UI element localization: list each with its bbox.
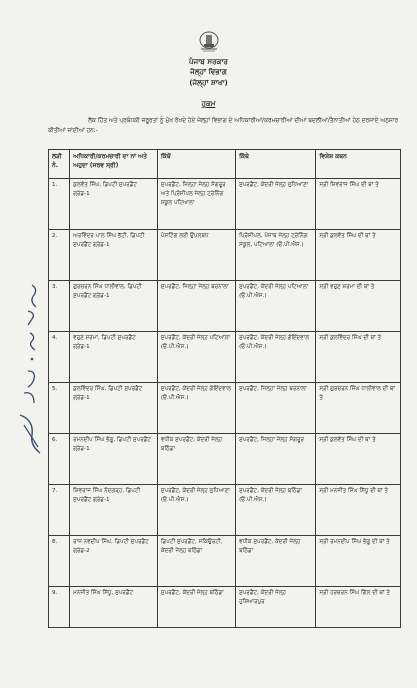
cell-remarks: ਸ੍ਰੀ ਵਰੁਣ ਸ਼ਰਮਾ ਦੀ ਥਾਂ ਤੇ (316, 281, 401, 332)
cell-from: ਸੁਪਰਡੈਂਟ, ਕੇਂਦਰੀ ਜੇਲ੍ਹ ਬਠਿੰਡਾ (157, 587, 235, 628)
cell-to: ਵਧੀਕ ਸੁਪਰਡੈਂਟ, ਕੇਂਦਰੀ ਜੇਲ੍ਹ ਬਠਿੰਡਾ (236, 536, 316, 587)
cell-name: ਵਰੁਣ ਸ਼ਰਮਾ, ਡਿਪਟੀ ਸੁਪਰਡੈਂਟ ਗ੍ਰੇਡ-1 (70, 332, 158, 383)
cell-name: ਅਰਵਿੰਦਰ ਪਾਲ ਸਿੰਘ ਭੱਟੀ, ਡਿਪਟੀ ਸੁਪਰਡੈਂਟ ਗ੍ਰੇਡ-1 (70, 230, 158, 281)
government-heading: ਪੰਜਾਬ ਸਰਕਾਰ (188, 57, 229, 66)
cell-from: ਪੋਸਟਿੰਗ ਲਈ ਉਪਲਬਧ (157, 230, 235, 281)
table-row (49, 536, 401, 587)
cell-to: ਪ੍ਰਿੰਸੀਪਲ, ਪੰਜਾਬ ਜੇਲ੍ਹ ਟ੍ਰੇਨਿੰਗ ਸਕੂਲ, ਪਟਿਆਲਾ (ਓ.ਪੀ.ਐਸ.) (236, 230, 316, 281)
header-name: ਅਧਿਕਾਰੀ/ਕਰਮਚਾਰੀ ਦਾ ਨਾਂ ਅਤੇ ਅਹੁਦਾ (ਸਰਵ ਸ੍ਰੀ) (70, 150, 158, 179)
table-row (49, 485, 401, 536)
cell-sr: 8. (49, 536, 70, 587)
cell-from: ਸੁਪਰਡੈਂਟ, ਜਿਲ੍ਹਾ ਜੇਲ੍ਹ ਸੰਗਰੂਰ ਅਤੇ ਪ੍ਰਿੰਸੀਪਲ ਜੇਲ੍ਹ ਟ੍ਰੇਨਿੰਗ ਸਕੂਲ ਪਟਿਆਲਾ (157, 179, 235, 230)
department-heading: ਜੇਲ੍ਹਾਂ ਵਿਭਾਗ (190, 67, 227, 76)
table-row (49, 281, 401, 332)
cell-from: ਵਧੀਕ ਸੁਪਰਡੈਂਟ, ਕੇਂਦਰੀ ਜੇਲ੍ਹ ਬਠਿੰਡਾ (157, 434, 235, 485)
cell-remarks: ਸ੍ਰੀ ਸ਼ਿਵਰਾਜ ਸਿੰਘ ਦੀ ਥਾਂ ਤੇ (316, 179, 401, 230)
cell-from: ਸੁਪਰਡੈਂਟ, ਕੇਂਦਰੀ ਜੇਲ੍ਹ ਗੋਇੰਦਵਾਲ (ਓ.ਪੀ.ਐਸ.) (157, 383, 235, 434)
cell-remarks: ਸ੍ਰੀ ਕੁਲਵੰਤ ਸਿੰਘ ਦੀ ਥਾਂ ਤੇ (316, 230, 401, 281)
cell-remarks: ਸ੍ਰੀ ਰਮਨਦੀਪ ਸਿੰਘ ਭੰਗੂ ਦੀ ਥਾਂ ਤੇ (316, 536, 401, 587)
cell-to: ਸੁਪਰਡੈਂਟ, ਕੇਂਦਰੀ ਜੇਲ੍ਹ ਲੁਧਿਆਣਾ (236, 179, 316, 230)
cell-from: ਸੁਪਰਡੈਂਟ, ਕੇਂਦਰੀ ਜੇਲ੍ਹ ਪਟਿਆਲਾ (ਓ.ਪੀ.ਐਸ.) (157, 332, 235, 383)
cell-from: ਡਿਪਟੀ ਸੁਪਰਡੈਂਟ, ਸਕਿਉਰਟੀ, ਕੇਂਦਰੀ ਜੇਲ੍ਹ ਬਠਿੰਡਾ (157, 536, 235, 587)
table-row (49, 332, 401, 383)
order-intro: ਲੋਕ ਹਿੱਤ ਅਤੇ ਪ੍ਰਬੰਧਕੀ ਜ਼ਰੂਰਤਾਂ ਨੂੰ ਮੁੱਖ ਰੱਖਦੇ ਹੋਏ ਜੇਲ੍ਹਾਂ ਵਿਭਾਗ ਦੇ ਅਧਿਕਾਰੀਆਂ/ਕਰਮਚਾਰੀਆਂ ਦੀਆਂ ਬਦਲੀਆਂ/ਤੈਨਾਤੀਆਂ ਹੇਠ ਦਰਸਾਏ ਅਨੁਸਾਰ ਕੀਤੀਆਂ ਜਾਂਦੀਆਂ ਹਨ:- (48, 118, 398, 134)
order-title: ਹੁਕਮ (201, 100, 216, 108)
cell-to: ਸੁਪਰਡੈਂਟ, ਕੇਂਦਰੀ ਜੇਲ੍ਹ ਬਠਿੰਡਾ (ਓ.ਪੀ.ਐਸ.) (236, 485, 316, 536)
cell-name: ਮਨਜੀਤ ਸਿੰਘ ਸਿੱਧੂ, ਸੁਪਰਡੈਂਟ (70, 587, 158, 628)
header-to: ਕਿੱਥੇ (236, 150, 316, 179)
table-header-row (49, 150, 401, 179)
header-sr: ਲੜੀ ਨੰ. (49, 150, 70, 179)
table-row (49, 179, 401, 230)
cell-to: ਸੁਪਰਡੈਂਟ, ਕੇਂਦਰੀ ਜੇਲ੍ਹ ਹੁਸ਼ਿਆਰਪੁਰ (236, 587, 316, 628)
cell-remarks: ਸ੍ਰੀ ਹਰਚਰਨ ਸਿੰਘ ਗਿੱਲ ਦੀ ਥਾਂ ਤੇ (316, 587, 401, 628)
header-from: ਕਿੱਥੋਂ (157, 150, 235, 179)
header-remarks: ਵਿਸ਼ੇਸ਼ ਕਥਨ (316, 150, 401, 179)
cell-to: ਸੁਪਰਡੈਂਟ, ਕੇਂਦਰੀ ਜੇਲ੍ਹ ਪਟਿਆਲਾ (ਓ.ਪੀ.ਐਸ.) (236, 281, 316, 332)
cell-sr: 9. (49, 587, 70, 628)
table-row (49, 587, 401, 628)
cell-name: ਰਾਜ ਨਵਦੀਪ ਸਿੰਘ, ਡਿਪਟੀ ਸੁਪਰਡੈਂਟ ਗ੍ਰੇਡ-2 (70, 536, 158, 587)
cell-sr: 1. (49, 179, 70, 230)
cell-to: ਸੁਪਰਡੈਂਟ, ਜਿਲ੍ਹਾ ਜੇਲ੍ਹ ਸੰਗਰੂਰ (236, 434, 316, 485)
cell-sr: 4. (49, 332, 70, 383)
cell-sr: 5. (49, 383, 70, 434)
cell-name: ਸ਼ਿਵਰਾਜ ਸਿੰਘ ਨੰਦਗੜ੍ਹ, ਡਿਪਟੀ ਸੁਪਰਡੈਂਟ ਗ੍ਰੇਡ-1 (70, 485, 158, 536)
cell-to: ਸੁਪਰਡੈਂਟ, ਜਿਲ੍ਹਾ ਜੇਲ੍ਹ ਬਰਨਾਲਾ (236, 383, 316, 434)
cell-remarks: ਸ੍ਰੀ ਗੁਰਚਰਨ ਸਿੰਘ ਧਾਲੀਵਾਲ ਦੀ ਥਾਂ ਤੇ (316, 383, 401, 434)
cell-remarks: ਸ੍ਰੀ ਮਨਜੀਤ ਸਿੰਘ ਸਿੱਧੂ ਦੀ ਥਾਂ ਤੇ (316, 485, 401, 536)
cell-sr: 2. (49, 230, 70, 281)
cell-name: ਗੁਰਚਰਨ ਸਿੰਘ ਧਾਲੀਵਾਲ, ਡਿਪਟੀ ਸੁਪਰਡੈਂਟ ਗ੍ਰੇਡ-1 (70, 281, 158, 332)
cell-to: ਸੁਪਰਡੈਂਟ, ਕੇਂਦਰੀ ਜੇਲ੍ਹ ਗੋਇੰਦਵਾਲ (ਓ.ਪੀ.ਐਸ.) (236, 332, 316, 383)
table-row (49, 383, 401, 434)
cell-from: ਸੁਪਰਡੈਂਟ, ਕੇਂਦਰੀ ਜੇਲ੍ਹ ਲੁਧਿਆਣਾ (ਓ.ਪੀ.ਐਸ.) (157, 485, 235, 536)
cell-name: ਕੁਲਵੰਤ ਸਿੰਘ, ਡਿਪਟੀ ਸੁਪਰਡੈਂਟ ਗ੍ਰੇਡ-1 (70, 179, 158, 230)
state-emblem-icon (196, 30, 222, 54)
cell-remarks: ਸ੍ਰੀ ਕੁਲਵੰਤ ਸਿੰਘ ਦੀ ਥਾਂ ਤੇ (316, 434, 401, 485)
table-row (49, 434, 401, 485)
cell-sr: 6. (49, 434, 70, 485)
cell-name: ਕੁਲਵਿੰਦਰ ਸਿੰਘ, ਡਿਪਟੀ ਸੁਪਰਡੈਂਟ ਗ੍ਰੇਡ-1 (70, 383, 158, 434)
branch-heading: (ਜੇਲ੍ਹਾਂ ਸ਼ਾਖਾ) (189, 78, 228, 87)
cell-from: ਸੁਪਰਡੈਂਟ, ਜਿਲ੍ਹਾ ਜੇਲ੍ਹ ਬਰਨਾਲਾ (157, 281, 235, 332)
cell-sr: 3. (49, 281, 70, 332)
transfer-table (48, 149, 401, 628)
handwritten-signature (10, 275, 50, 475)
cell-sr: 7. (49, 485, 70, 536)
cell-name: ਰਮਨਦੀਪ ਸਿੰਘ ਭੰਗੂ, ਡਿਪਟੀ ਸੁਪਰਡੈਂਟ ਗ੍ਰੇਡ-1 (70, 434, 158, 485)
table-row (49, 230, 401, 281)
cell-remarks: ਸ੍ਰੀ ਕੁਲਵਿੰਦਰ ਸਿੰਘ ਦੀ ਥਾਂ ਤੇ (316, 332, 401, 383)
